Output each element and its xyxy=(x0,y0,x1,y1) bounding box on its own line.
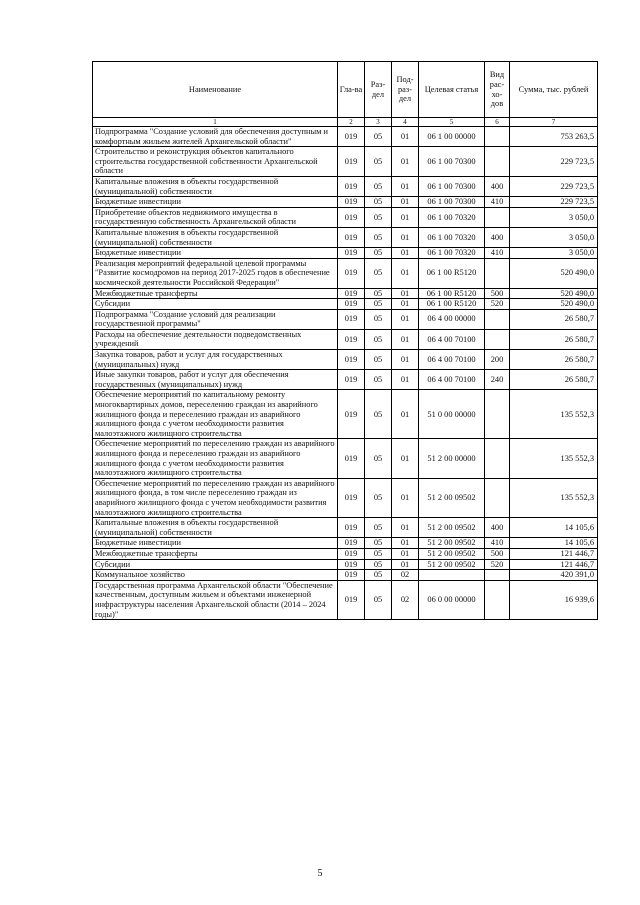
row-glava: 019 xyxy=(338,258,365,288)
table-row xyxy=(93,370,598,390)
row-vid: 500 xyxy=(485,288,510,299)
table-row xyxy=(93,299,598,310)
row-sum: 520 490,0 xyxy=(510,258,598,288)
row-vid: 200 xyxy=(485,350,510,370)
column-number-row xyxy=(93,118,598,127)
row-podrazdel: 01 xyxy=(392,227,419,247)
row-sum: 229 723,5 xyxy=(510,147,598,177)
row-vid xyxy=(485,207,510,227)
header-target: Целевая статья xyxy=(419,62,485,118)
row-razdel: 05 xyxy=(365,478,392,517)
row-razdel: 05 xyxy=(365,370,392,390)
table-row xyxy=(93,248,598,259)
row-sum: 420 391,0 xyxy=(510,570,598,581)
row-vid: 520 xyxy=(485,559,510,570)
row-podrazdel: 01 xyxy=(392,197,419,208)
row-podrazdel: 01 xyxy=(392,207,419,227)
row-razdel: 05 xyxy=(365,207,392,227)
row-name: Субсидии xyxy=(93,299,338,310)
row-vid xyxy=(485,329,510,349)
row-razdel: 05 xyxy=(365,518,392,538)
table-row xyxy=(93,580,598,619)
page-number: 5 xyxy=(317,868,323,879)
row-razdel: 05 xyxy=(365,350,392,370)
row-vid: 400 xyxy=(485,227,510,247)
row-sum: 135 552,3 xyxy=(510,439,598,478)
table-row xyxy=(93,478,598,517)
row-sum: 135 552,3 xyxy=(510,478,598,517)
row-glava: 019 xyxy=(338,329,365,349)
row-razdel: 05 xyxy=(365,288,392,299)
row-glava: 019 xyxy=(338,548,365,559)
budget-document xyxy=(92,61,597,620)
row-target: 06 1 00 70320 xyxy=(419,227,485,247)
row-sum: 753 263,5 xyxy=(510,127,598,147)
header-sum: Сумма, тыс. рублей xyxy=(510,62,598,118)
row-razdel: 05 xyxy=(365,570,392,581)
row-razdel: 05 xyxy=(365,309,392,329)
row-podrazdel: 01 xyxy=(392,370,419,390)
row-podrazdel: 01 xyxy=(392,299,419,310)
row-podrazdel: 01 xyxy=(392,127,419,147)
table-row xyxy=(93,559,598,570)
row-vid xyxy=(485,570,510,581)
row-sum: 26 580,7 xyxy=(510,350,598,370)
row-sum: 121 446,7 xyxy=(510,548,598,559)
row-name: Подпрограмма "Создание условий для реализации государственной программы" xyxy=(93,309,338,329)
table-row xyxy=(93,390,598,439)
row-target xyxy=(419,570,485,581)
table-row xyxy=(93,147,598,177)
row-vid xyxy=(485,258,510,288)
row-podrazdel: 01 xyxy=(392,478,419,517)
row-target: 51 0 00 00000 xyxy=(419,390,485,439)
row-name: Субсидии xyxy=(93,559,338,570)
row-podrazdel: 01 xyxy=(392,439,419,478)
row-podrazdel: 01 xyxy=(392,147,419,177)
table-row xyxy=(93,207,598,227)
row-sum: 3 050,0 xyxy=(510,207,598,227)
table-row xyxy=(93,518,598,538)
row-glava: 019 xyxy=(338,197,365,208)
table-header-row xyxy=(93,62,598,118)
row-vid xyxy=(485,390,510,439)
row-razdel: 05 xyxy=(365,227,392,247)
row-glava: 019 xyxy=(338,207,365,227)
row-glava: 019 xyxy=(338,518,365,538)
row-sum: 135 552,3 xyxy=(510,390,598,439)
row-sum: 14 105,6 xyxy=(510,518,598,538)
row-target: 06 1 00 R5120 xyxy=(419,258,485,288)
header-name: Наименование xyxy=(93,62,338,118)
row-target: 06 1 00 R5120 xyxy=(419,288,485,299)
row-glava: 019 xyxy=(338,127,365,147)
row-podrazdel: 02 xyxy=(392,570,419,581)
row-razdel: 05 xyxy=(365,147,392,177)
row-glava: 019 xyxy=(338,538,365,549)
row-target: 06 4 00 70100 xyxy=(419,350,485,370)
table-body xyxy=(93,127,598,620)
row-glava: 019 xyxy=(338,309,365,329)
row-name: Бюджетные инвестиции xyxy=(93,538,338,549)
row-glava: 019 xyxy=(338,248,365,259)
row-target: 06 0 00 00000 xyxy=(419,580,485,619)
column-number: 7 xyxy=(510,118,598,127)
table-row xyxy=(93,176,598,196)
row-name: Обеспечение мероприятий по капитальному ремонту многоквартирных домов, переселению граждан из аварийного жилищного фонда и переселению граждан из аварийного жилищного фонда с учетом необходимости развития малоэтажного жилищного строительства xyxy=(93,390,338,439)
row-glava: 019 xyxy=(338,439,365,478)
table-row xyxy=(93,288,598,299)
header-glava: Гла-ва xyxy=(338,62,365,118)
row-sum: 520 490,0 xyxy=(510,299,598,310)
row-vid: 410 xyxy=(485,248,510,259)
row-target: 06 1 00 70300 xyxy=(419,176,485,196)
row-vid xyxy=(485,127,510,147)
row-sum: 229 723,5 xyxy=(510,176,598,196)
row-vid xyxy=(485,580,510,619)
table-row xyxy=(93,227,598,247)
row-target: 51 2 00 09502 xyxy=(419,559,485,570)
row-vid: 240 xyxy=(485,370,510,390)
row-sum: 3 050,0 xyxy=(510,227,598,247)
row-sum: 14 105,6 xyxy=(510,538,598,549)
row-sum: 26 580,7 xyxy=(510,329,598,349)
row-name: Капитальные вложения в объекты государственной (муниципальной) собственности xyxy=(93,518,338,538)
row-vid: 500 xyxy=(485,548,510,559)
row-glava: 019 xyxy=(338,147,365,177)
header-vid: Вид рас-хо-дов xyxy=(485,62,510,118)
table-row xyxy=(93,570,598,581)
row-razdel: 05 xyxy=(365,439,392,478)
row-razdel: 05 xyxy=(365,538,392,549)
row-podrazdel: 01 xyxy=(392,350,419,370)
row-name: Межбюджетные трансферты xyxy=(93,548,338,559)
row-sum: 3 050,0 xyxy=(510,248,598,259)
row-glava: 019 xyxy=(338,350,365,370)
row-vid: 400 xyxy=(485,176,510,196)
row-glava: 019 xyxy=(338,478,365,517)
row-razdel: 05 xyxy=(365,197,392,208)
table-row xyxy=(93,127,598,147)
row-razdel: 05 xyxy=(365,299,392,310)
row-name: Капитальные вложения в объекты государственной (муниципальной) собственности xyxy=(93,176,338,196)
row-name: Иные закупки товаров, работ и услуг для обеспечения государственных (муниципальных) нужд xyxy=(93,370,338,390)
row-target: 06 4 00 70100 xyxy=(419,370,485,390)
row-podrazdel: 01 xyxy=(392,288,419,299)
row-vid xyxy=(485,309,510,329)
row-glava: 019 xyxy=(338,570,365,581)
row-glava: 019 xyxy=(338,288,365,299)
row-vid: 410 xyxy=(485,538,510,549)
row-name: Бюджетные инвестиции xyxy=(93,197,338,208)
row-target: 51 2 00 00000 xyxy=(419,439,485,478)
row-target: 06 1 00 R5120 xyxy=(419,299,485,310)
row-podrazdel: 01 xyxy=(392,248,419,259)
row-podrazdel: 01 xyxy=(392,176,419,196)
row-podrazdel: 01 xyxy=(392,518,419,538)
column-number: 5 xyxy=(419,118,485,127)
row-target: 06 1 00 70300 xyxy=(419,197,485,208)
row-name: Коммунальное хозяйство xyxy=(93,570,338,581)
row-vid xyxy=(485,478,510,517)
row-razdel: 05 xyxy=(365,559,392,570)
row-name: Строительство и реконструкция объектов капитального строительства государственной собственности Архангельской области xyxy=(93,147,338,177)
row-podrazdel: 01 xyxy=(392,559,419,570)
table-row xyxy=(93,329,598,349)
row-sum: 121 446,7 xyxy=(510,559,598,570)
table-row xyxy=(93,258,598,288)
row-vid xyxy=(485,439,510,478)
row-razdel: 05 xyxy=(365,176,392,196)
row-podrazdel: 01 xyxy=(392,258,419,288)
row-vid: 400 xyxy=(485,518,510,538)
row-sum: 229 723,5 xyxy=(510,197,598,208)
row-podrazdel: 02 xyxy=(392,580,419,619)
column-number: 6 xyxy=(485,118,510,127)
row-razdel: 05 xyxy=(365,248,392,259)
row-target: 06 4 00 70100 xyxy=(419,329,485,349)
row-name: Бюджетные инвестиции xyxy=(93,248,338,259)
column-number: 2 xyxy=(338,118,365,127)
row-target: 51 2 00 09502 xyxy=(419,538,485,549)
row-glava: 019 xyxy=(338,227,365,247)
row-glava: 019 xyxy=(338,390,365,439)
row-razdel: 05 xyxy=(365,127,392,147)
row-target: 51 2 00 09502 xyxy=(419,548,485,559)
row-razdel: 05 xyxy=(365,329,392,349)
row-name: Подпрограмма "Создание условий для обеспечения доступным и комфортным жильем жителей Архангельской области" xyxy=(93,127,338,147)
row-name: Расходы на обеспечение деятельности подведомственных учреждений xyxy=(93,329,338,349)
table-row xyxy=(93,197,598,208)
row-razdel: 05 xyxy=(365,258,392,288)
row-podrazdel: 01 xyxy=(392,309,419,329)
row-razdel: 05 xyxy=(365,548,392,559)
row-glava: 019 xyxy=(338,559,365,570)
row-razdel: 05 xyxy=(365,580,392,619)
column-number: 4 xyxy=(392,118,419,127)
header-podrazdel: Под-раз-дел xyxy=(392,62,419,118)
row-target: 06 1 00 70320 xyxy=(419,248,485,259)
row-target: 06 4 00 00000 xyxy=(419,309,485,329)
row-name: Приобретение объектов недвижимого имущества в государственную собственность Архангельской области xyxy=(93,207,338,227)
row-name: Реализация мероприятий федеральной целевой программы "Развитие космодромов на период 2017-2025 годов в обеспечение космической деятельности Российской Федерации" xyxy=(93,258,338,288)
row-vid: 520 xyxy=(485,299,510,310)
row-name: Обеспечение мероприятий по переселению граждан из аварийного жилищного фонда, в том числе переселению граждан из аварийного жилищного фонда с учетом необходимости развития малоэтажного жилищного строительства xyxy=(93,478,338,517)
row-vid: 410 xyxy=(485,197,510,208)
row-target: 06 1 00 70300 xyxy=(419,147,485,177)
row-glava: 019 xyxy=(338,580,365,619)
row-glava: 019 xyxy=(338,370,365,390)
row-name: Капитальные вложения в объекты государственной (муниципальной) собственности xyxy=(93,227,338,247)
row-sum: 26 580,7 xyxy=(510,370,598,390)
table-row xyxy=(93,309,598,329)
budget-table xyxy=(92,61,598,620)
table-row xyxy=(93,548,598,559)
table-row xyxy=(93,439,598,478)
row-target: 51 2 00 09502 xyxy=(419,478,485,517)
row-target: 06 1 00 70320 xyxy=(419,207,485,227)
column-number: 1 xyxy=(93,118,338,127)
row-sum: 520 490,0 xyxy=(510,288,598,299)
row-glava: 019 xyxy=(338,299,365,310)
row-podrazdel: 01 xyxy=(392,329,419,349)
header-razdel: Раз-дел xyxy=(365,62,392,118)
column-number: 3 xyxy=(365,118,392,127)
row-target: 06 1 00 00000 xyxy=(419,127,485,147)
row-razdel: 05 xyxy=(365,390,392,439)
row-podrazdel: 01 xyxy=(392,548,419,559)
row-glava: 019 xyxy=(338,176,365,196)
row-name: Государственная программа Архангельской области "Обеспечение качественным, доступным жильем и объектами инженерной инфраструктуры населения Архангельской области (2014 – 2024 годы)" xyxy=(93,580,338,619)
row-podrazdel: 01 xyxy=(392,538,419,549)
row-podrazdel: 01 xyxy=(392,390,419,439)
table-row xyxy=(93,538,598,549)
row-name: Межбюджетные трансферты xyxy=(93,288,338,299)
row-name: Закупка товаров, работ и услуг для государственных (муниципальных) нужд xyxy=(93,350,338,370)
row-target: 51 2 00 09502 xyxy=(419,518,485,538)
row-sum: 26 580,7 xyxy=(510,309,598,329)
row-name: Обеспечение мероприятий по переселению граждан из аварийного жилищного фонда и переселению граждан из аварийного жилищного фонда с учетом необходимости развития малоэтажного жилищного строительства xyxy=(93,439,338,478)
row-vid xyxy=(485,147,510,177)
row-sum: 16 939,6 xyxy=(510,580,598,619)
table-row xyxy=(93,350,598,370)
